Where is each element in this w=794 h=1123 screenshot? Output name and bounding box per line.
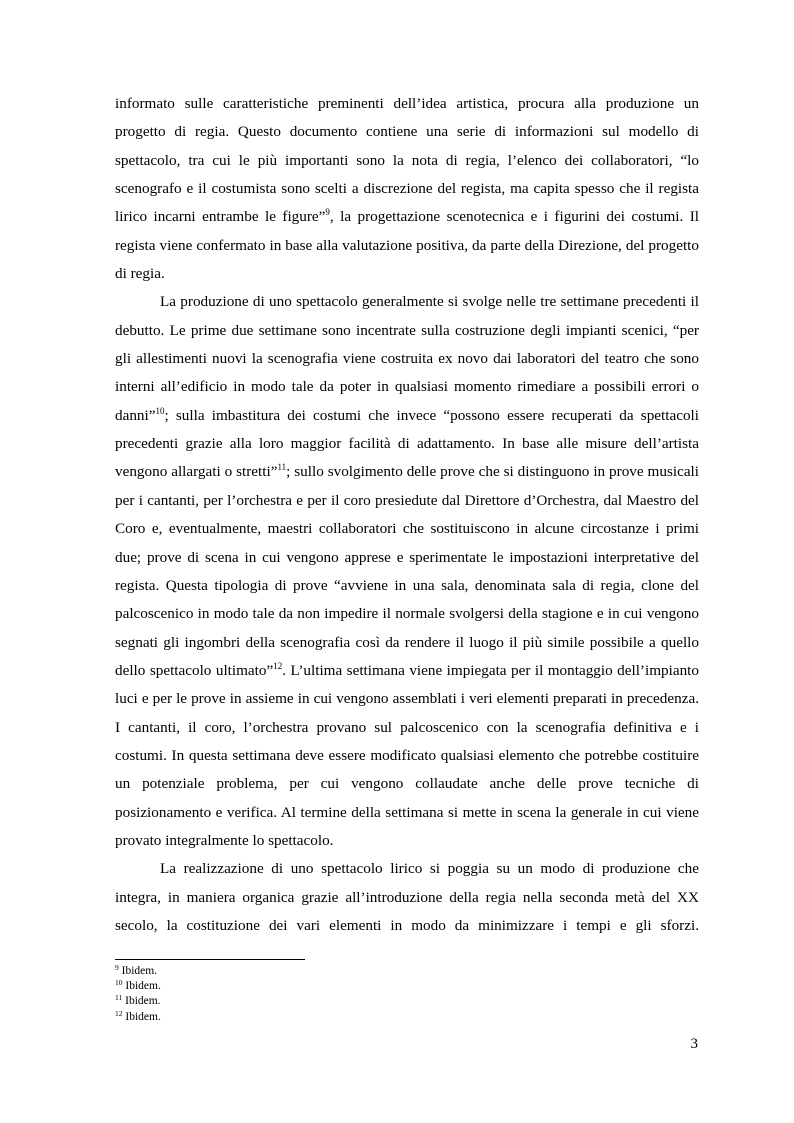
paragraph-1 — [115, 90, 699, 288]
paragraph-text: ; sulla imbastitura dei costumi che invece “possono essere recuperati da spettacoli precedenti grazie alla loro maggior facilità di adattamento. In base alle misure dell’artista vengono allargati o stretti” — [115, 406, 699, 481]
footnote-ref-9[interactable]: 9 — [325, 207, 330, 218]
page-number: 3 — [690, 1036, 698, 1052]
paragraph-text: La realizzazione di uno spettacolo lirico si poggia su un modo di produzione che integra, in maniera organica grazie all’introduzione della regia nella seconda metà del XX secolo, la costituzione dei vari elementi in modo da minimizzare i tempi e gli sforzi. — [115, 860, 699, 934]
footnote-text: Ibidem. — [125, 1010, 161, 1023]
footnote-text: Ibidem. — [125, 995, 161, 1008]
footnote-number: 10 — [115, 978, 123, 988]
footnote-9 — [115, 964, 515, 979]
footnote-number: 12 — [115, 1008, 123, 1018]
footnote-ref-10[interactable]: 10 — [155, 405, 165, 416]
footnote-text: Ibidem. — [125, 980, 161, 993]
footnote-ref-11[interactable]: 11 — [277, 462, 287, 473]
footnote-number: 9 — [115, 963, 119, 972]
footnote-text: Ibidem. — [121, 965, 158, 977]
paragraph-text: , la progettazione scenotecnica e i figurini dei costumi. Il regista viene confermato in base alla valutazione positiva, da parte della Direzione, del progetto di regia. — [115, 208, 699, 283]
footnote-12 — [115, 1010, 515, 1025]
footnotes — [115, 964, 515, 1025]
footnote-number: 11 — [115, 993, 123, 1003]
footnote-separator — [115, 959, 305, 960]
paragraph-2 — [115, 288, 699, 855]
paragraph-text: La produzione di uno spettacolo generalmente si svolge nelle tre settimane precedenti il debutto. Le prime due settimane sono incentrate sulla costruzione degli impianti scenici, “per gli allestimenti nuovi la scenografia viene costruita ex novo dai laboratori del teatro che sono interni all’edificio in modo tale da poter in qualsiasi momento rimediare a possibili errori o danni” — [115, 293, 699, 424]
paragraph-text: ; sullo svolgimento delle prove che si distinguono in prove musicali per i cantanti, per l’orchestra e per il coro presiedute dal Direttore d’Orchestra, dal Maestro del Coro e, eventualmente, maestri collaboratori che sostituiscono in alcune circostanze i primi due; prove di scena in cui vengono apprese e sperimentate le impostazioni interpretative del regista. Questa tipologia di prove “avviene in una sala, denominata sala di regia, clone del palcoscenico in modo tale da non impedire il normale svolgersi della stagione e in cui vengono segnati gli ingombri della scenografia così da rendere il luogo il più simile possibile a quello dello spettacolo ultimato” — [115, 463, 699, 679]
paragraph-3 — [115, 855, 699, 940]
paragraph-text: informato sulle caratteristiche preminenti dell’idea artistica, procura alla produzione un progetto di regia. Questo documento contiene una serie di informazioni sul modello di spettacolo, tra cui le più importanti sono la nota di regia, l’elenco dei collaboratori, “lo scenografo e il costumista sono scelti a discrezione del regista, ma capita spesso che il regista lirico incarni entrambe le figure” — [115, 95, 699, 226]
page-body — [115, 90, 699, 940]
footnote-11 — [115, 994, 515, 1009]
footnote-ref-12[interactable]: 12 — [273, 660, 283, 671]
footnote-10 — [115, 979, 515, 994]
paragraph-text: . L’ultima settimana viene impiegata per il montaggio dell’impianto luci e per le prove in assieme in cui vengono assemblati i veri elementi preparati in precedenza. I cantanti, il coro, l’orchestra provano sul palcoscenico con la scenografia definitiva e i costumi. In questa settimana deve essere modificato qualsiasi elemento che potrebbe costituire un potenziale problema, per cui vengono collaudate anche delle prove tecniche di posizionamento e verifica. Al termine della settimana si mette in scena la generale in cui viene provato integralmente lo spettacolo. — [115, 661, 699, 849]
